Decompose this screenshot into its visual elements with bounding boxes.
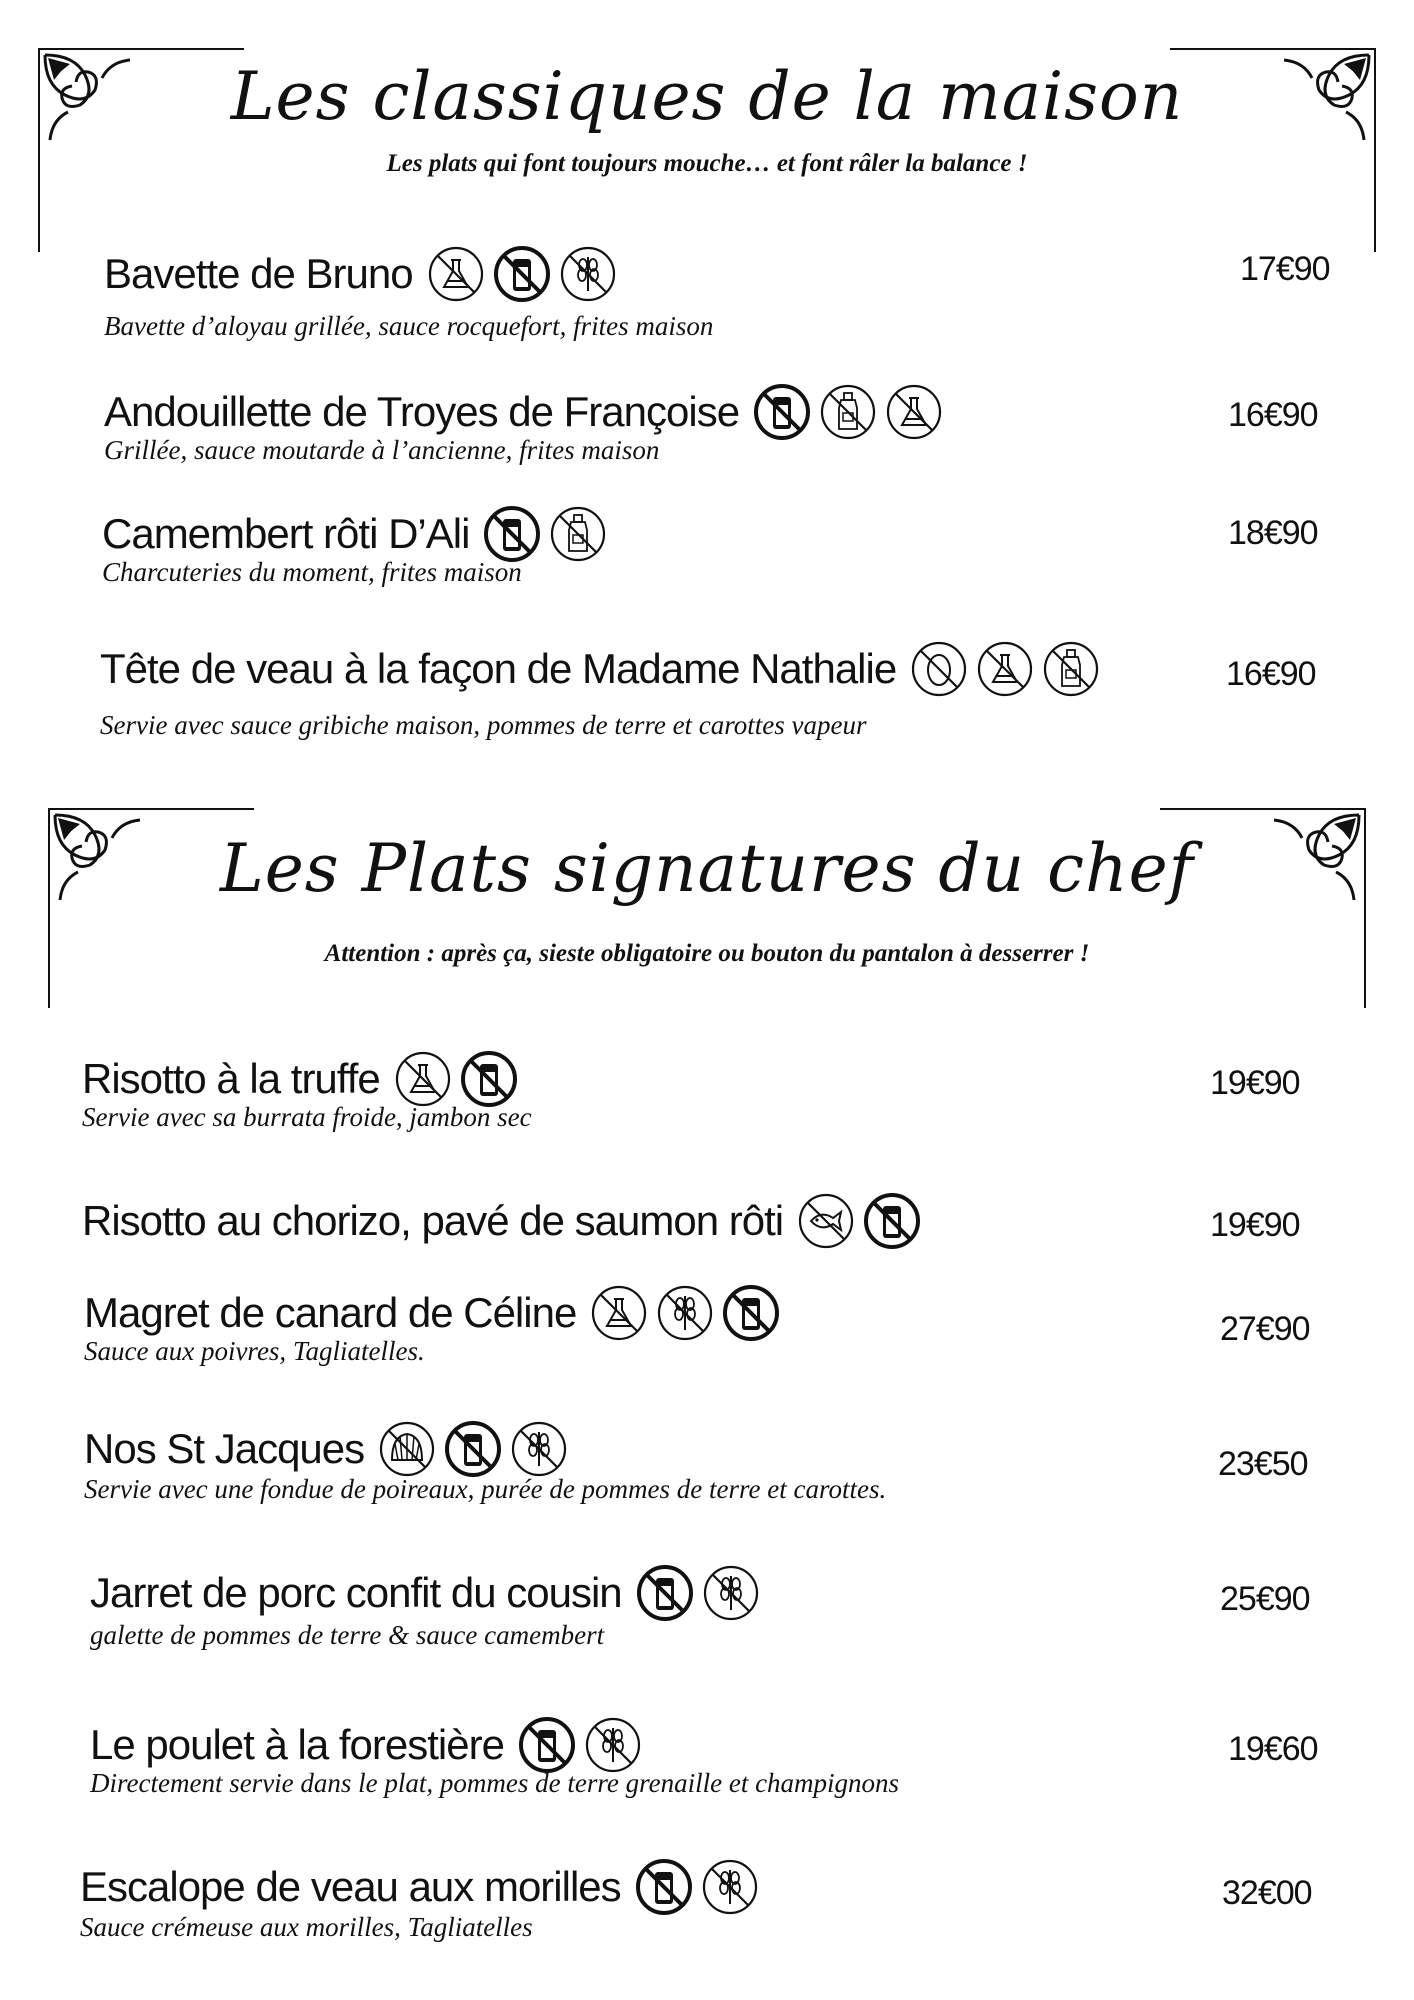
menu-item-price: 16€90 — [1228, 396, 1318, 434]
menu-item-name: Risotto à la truffe — [82, 1054, 380, 1102]
no-mustard-icon — [549, 505, 607, 563]
menu-item-description: Grillée, sauce moutarde à l’ancienne, frites maison — [104, 435, 660, 465]
section-signatures — [0, 790, 1414, 2000]
menu-item-price: 16€90 — [1226, 655, 1316, 693]
menu-item-description: Servie avec sauce gribiche maison, pommes de terre et carottes vapeur — [100, 710, 867, 740]
menu-item-description: Servie avec sa burrata froide, jambon sec — [82, 1102, 532, 1132]
menu-item — [102, 505, 607, 588]
allergen-icons — [635, 1858, 759, 1916]
no-fish-icon — [797, 1192, 855, 1250]
no-gluten-icon — [701, 1858, 759, 1916]
no-shellfish-icon — [378, 1420, 436, 1478]
menu-item-header — [90, 1564, 760, 1622]
menu-item-price: 19€90 — [1210, 1064, 1300, 1102]
menu-item-name: Bavette de Bruno — [104, 249, 413, 297]
no-mustard-icon — [1042, 640, 1100, 698]
allergen-icons — [427, 245, 617, 303]
no-gluten-icon — [559, 245, 617, 303]
menu-item — [82, 1050, 532, 1133]
no-gluten-icon — [584, 1716, 642, 1774]
allergen-icons — [483, 505, 607, 563]
menu-item-name: Andouillette de Troyes de Françoise — [104, 387, 740, 435]
menu-item — [104, 383, 943, 466]
menu-item-header — [102, 505, 607, 563]
no-lactose-icon — [394, 1050, 452, 1108]
menu-item-price: 25€90 — [1220, 1580, 1310, 1618]
menu-item — [90, 1564, 760, 1651]
menu-item-header — [104, 245, 713, 303]
no-gluten-icon — [656, 1284, 714, 1342]
menu-item — [104, 245, 713, 342]
menu-item-description: Sauce aux poivres, Tagliatelles. — [84, 1336, 425, 1366]
allergen-icons — [910, 640, 1100, 698]
no-milk-icon — [863, 1192, 921, 1250]
menu-item-name: Risotto au chorizo, pavé de saumon rôti — [82, 1196, 784, 1244]
menu-item-description: Servie avec une fondue de poireaux, purée de pommes de terre et carottes. — [84, 1474, 887, 1504]
menu-item-price: 32€00 — [1222, 1874, 1312, 1912]
no-milk-icon — [753, 383, 811, 441]
menu-item-price: 23€50 — [1218, 1445, 1308, 1483]
allergen-icons — [394, 1050, 518, 1108]
menu-item-price: 19€90 — [1210, 1206, 1300, 1244]
menu-item-header — [90, 1716, 899, 1774]
allergen-icons — [378, 1420, 568, 1478]
no-milk-icon — [636, 1564, 694, 1622]
allergen-icons — [636, 1564, 760, 1622]
menu-item-header — [82, 1192, 921, 1250]
menu-item-header — [84, 1420, 886, 1478]
no-lactose-icon — [976, 640, 1034, 698]
menu-item-description: Sauce crémeuse aux morilles, Tagliatelles — [80, 1912, 533, 1942]
allergen-icons — [797, 1192, 921, 1250]
menu-item-price: 27€90 — [1220, 1310, 1310, 1348]
section-title: Les classiques de la maison — [230, 58, 1184, 135]
menu-item — [80, 1858, 759, 1943]
menu-item-price: 18€90 — [1228, 514, 1318, 552]
allergen-icons — [753, 383, 943, 441]
menu-item-price: 17€90 — [1240, 250, 1330, 288]
no-lactose-icon — [590, 1284, 648, 1342]
menu-item-description: Directement servie dans le plat, pommes de terre grenaille et champignons — [90, 1768, 900, 1798]
menu-item-price: 19€60 — [1228, 1730, 1318, 1768]
no-gluten-icon — [510, 1420, 568, 1478]
menu-item — [82, 1192, 921, 1250]
menu-item — [100, 640, 1100, 741]
menu-item-description: galette de pommes de terre & sauce camembert — [90, 1620, 605, 1650]
menu-item-name: Escalope de veau aux morilles — [80, 1862, 621, 1910]
menu-item-name: Tête de veau à la façon de Madame Nathalie — [100, 644, 897, 692]
no-milk-icon — [460, 1050, 518, 1108]
allergen-icons — [590, 1284, 780, 1342]
no-lactose-icon — [885, 383, 943, 441]
menu-item-header — [82, 1050, 532, 1108]
menu-item-header — [84, 1284, 780, 1342]
section-classiques — [0, 0, 1414, 790]
no-egg-icon — [910, 640, 968, 698]
section-title: Les Plats signatures du chef — [219, 830, 1195, 907]
menu-item-name: Nos St Jacques — [84, 1424, 365, 1472]
menu-item-name: Le poulet à la forestière — [90, 1720, 504, 1768]
no-gluten-icon — [702, 1564, 760, 1622]
menu-item — [84, 1420, 886, 1505]
no-milk-icon — [483, 505, 541, 563]
no-milk-icon — [444, 1420, 502, 1478]
section-subtitle: Attention : après ça, sieste obligatoire ou bouton du pantalon à desserrer ! — [324, 940, 1090, 967]
no-milk-icon — [635, 1858, 693, 1916]
menu-item — [84, 1284, 780, 1367]
allergen-icons — [518, 1716, 642, 1774]
no-milk-icon — [518, 1716, 576, 1774]
section-subtitle: Les plats qui font toujours mouche… et font râler la balance ! — [386, 150, 1028, 177]
no-milk-icon — [493, 245, 551, 303]
menu-item-header — [104, 383, 943, 441]
menu-item-description: Bavette d’aloyau grillée, sauce rocquefort, frites maison — [104, 311, 714, 341]
no-mustard-icon — [819, 383, 877, 441]
menu-item-header — [80, 1858, 759, 1916]
menu-item-description: Charcuteries du moment, frites maison — [102, 557, 522, 587]
menu-item-header — [100, 640, 1100, 698]
menu-item-name: Magret de canard de Céline — [84, 1288, 577, 1336]
menu-item-name: Camembert rôti D’Ali — [102, 509, 470, 557]
no-milk-icon — [722, 1284, 780, 1342]
menu-item-name: Jarret de porc confit du cousin — [90, 1568, 622, 1616]
no-lactose-icon — [427, 245, 485, 303]
menu-item — [90, 1716, 899, 1799]
